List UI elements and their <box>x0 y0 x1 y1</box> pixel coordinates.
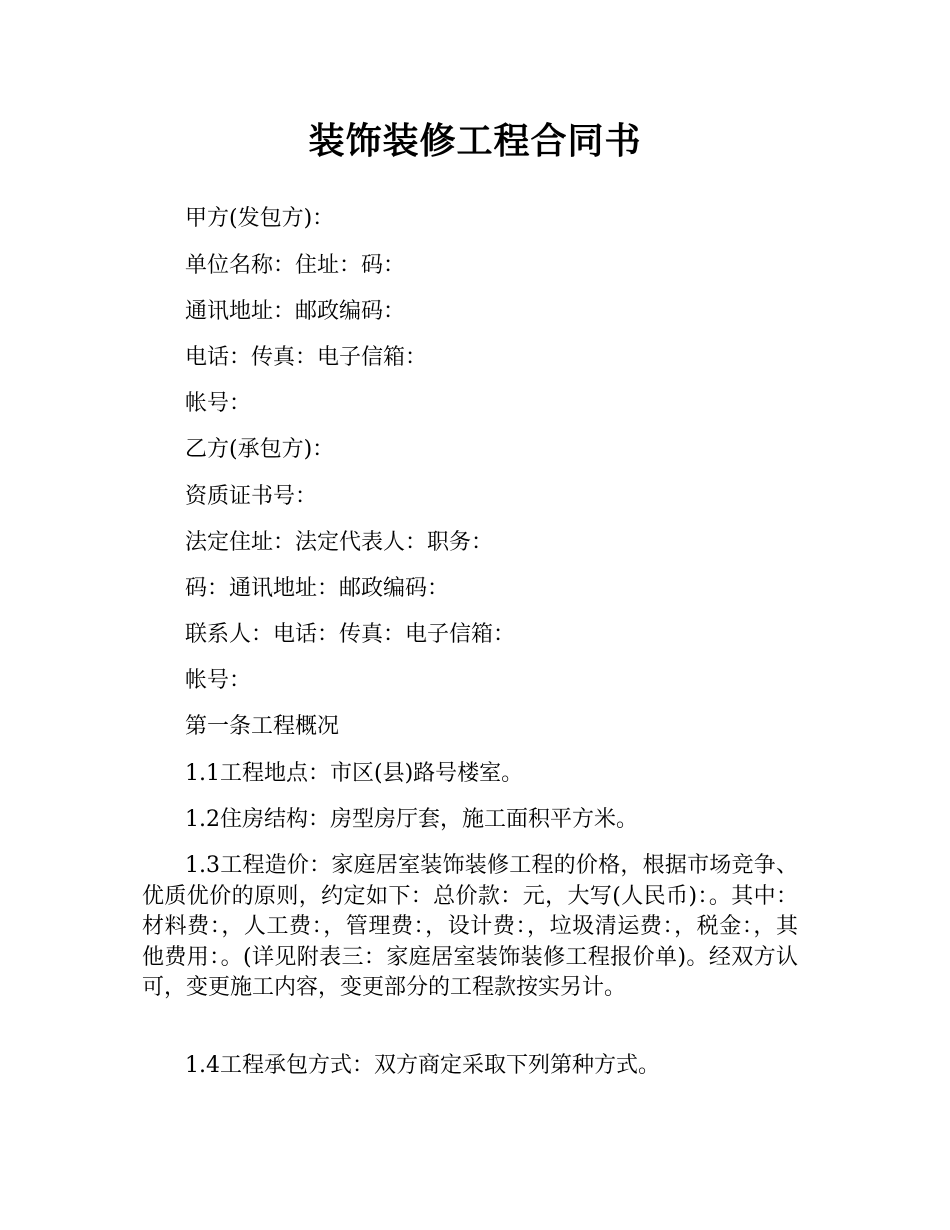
document-title: 装饰装修工程合同书 <box>308 121 642 162</box>
party-a-address-line: 通讯地址：邮政编码： <box>185 299 406 324</box>
party-a-contact-line: 电话：传真：电子信箱： <box>185 345 428 370</box>
clause-1-1: 1.1工程地点：市区(县)路号楼室。 <box>185 761 524 786</box>
party-b-contact-line: 联系人：电话：传真：电子信箱： <box>185 622 516 647</box>
article-1-heading: 第一条工程概况 <box>185 714 340 739</box>
party-a-heading: 甲方(发包方)： <box>185 206 335 231</box>
clause-1-3-paragraph: 1.3工程造价：家庭居室装饰装修工程的价格，根据市场竞争、优质优价的原则，约定如下：总价款：元，大写(人民币)：。其中：材料费：，人工费：，管理费：，设计费：，垃圾清运费：，税金：，其他费用：。(详见附表三：家庭居室装饰装修工程报价单)。经双方认可，变更施工内容，变更部分的工程款按实另计。 <box>142 853 798 1000</box>
party-b-address-line: 码：通讯地址：邮政编码： <box>185 576 450 601</box>
party-a-unit-line: 单位名称：住址：码： <box>185 253 406 278</box>
clause-1-2: 1.2住房结构：房型房厅套，施工面积平方米。 <box>185 807 638 832</box>
party-a-account-line: 帐号： <box>185 391 252 416</box>
party-b-heading: 乙方(承包方)： <box>185 437 335 462</box>
party-b-certificate-line: 资质证书号： <box>185 484 318 509</box>
clause-1-4: 1.4工程承包方式：双方商定采取下列第种方式。 <box>185 1053 660 1078</box>
party-b-legal-line: 法定住址：法定代表人：职务： <box>185 530 494 555</box>
party-b-account-line: 帐号： <box>185 668 252 693</box>
